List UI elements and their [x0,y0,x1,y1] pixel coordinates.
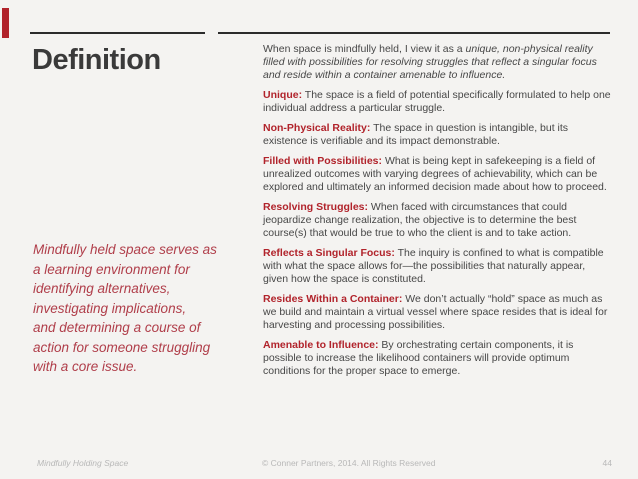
page-title: Definition [32,44,161,76]
definition-item [263,201,612,240]
definition-item [263,89,612,115]
definition-term: Non-Physical Reality: [263,122,371,134]
definition-text: By orchestrating certain components, it is possible to increase the likelihood containers will provide optimum conditions for the proper space to emerge. [263,339,574,377]
intro-plain-text: When space is mindfully held, I view it as a [263,43,466,55]
definition-term: Amenable to Influence: [263,339,379,351]
definition-term: Resolving Struggles: [263,201,369,213]
definition-text: What is being kept in safekeeping is a field of unrealized outcomes with varying degrees of achievability, which can be explored and ultimately an informed decision made about how to proceed. [263,155,607,193]
body-rule-right [218,32,610,34]
definition-text: The inquiry is confined to what is compatible with what the space allows for—the possibilities that naturally appear, given how the space is constituted. [263,247,604,285]
quote-line: with a core issue. [33,359,138,374]
quote-block [33,240,233,377]
definition-term: Resides Within a Container: [263,293,403,305]
quote-line: investigating implications, [33,300,187,316]
intro-paragraph [263,43,612,82]
definition-term: Reflects a Singular Focus: [263,247,395,259]
definition-text: We don’t actually “hold” space as much as we build and maintain a virtual vessel where space resides that is ideal for harvesting and processing possibilities. [263,293,608,331]
definition-item [263,247,612,286]
definition-term: Filled with Possibilities: [263,155,383,167]
quote-line: identifying alternatives, [33,281,171,296]
footer-deck-title: Mindfully Holding Space [37,458,129,468]
quote-line: and determining a course of [33,320,201,335]
body-column [263,43,612,385]
definition-item [263,122,612,148]
definition-item [263,155,612,194]
title-rule-left [30,32,205,34]
accent-bar [2,8,9,38]
definition-text: The space in question is intangible, but its existence is verifiable and its impact demonstrable. [263,122,569,147]
definition-item [263,293,612,332]
page-number: 44 [602,458,612,468]
quote-line: Mindfully held space serves as [33,242,217,257]
definition-text: When faced with circumstances that could jeopardize change realization, the objective is to determine the best course(s) that would be true to who the client is and to take action. [263,201,577,239]
footer-copyright: © Conner Partners, 2014. All Rights Reserved [262,458,436,468]
quote-line: a learning environment for [33,261,190,277]
quote-line: action for someone struggling [33,339,211,355]
definition-term: Unique: [263,89,303,101]
definition-item [263,339,612,378]
definition-text: The space is a field of potential specifically formulated to help one individual address a particular struggle. [263,89,611,114]
intro-italic-text: unique, non-physical reality filled with possibilities for resolving struggles that reflect a singular focus and reside within a container amenable to influence. [263,43,597,81]
